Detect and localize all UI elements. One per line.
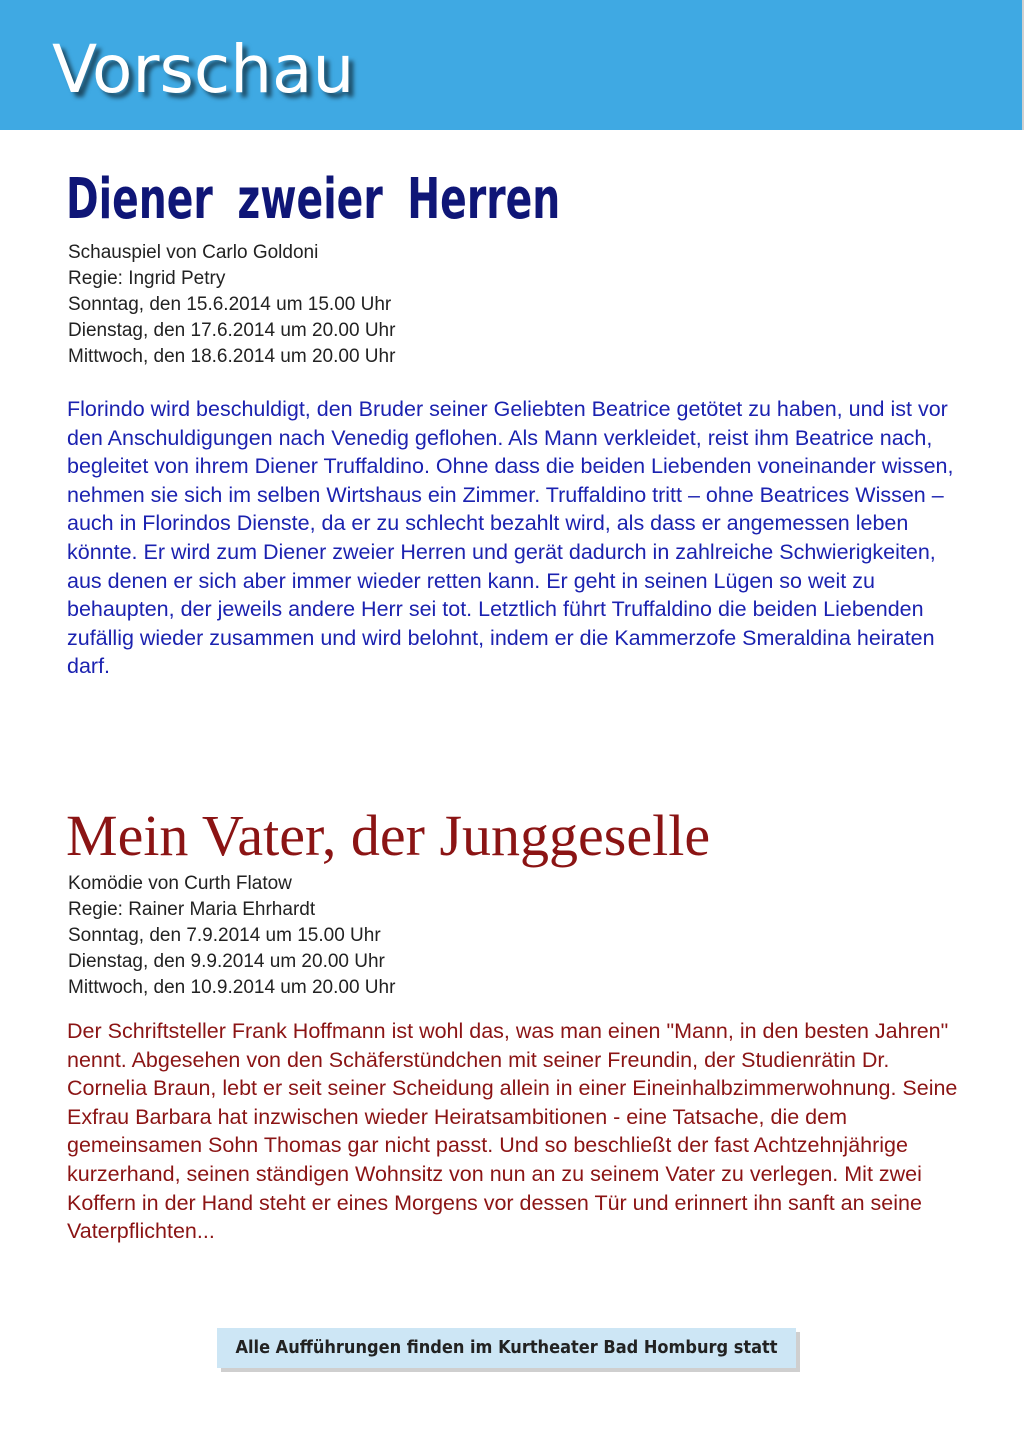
play-date: Dienstag, den 9.9.2014 um 20.00 Uhr (68, 951, 385, 972)
play-author-line: Schauspiel von Carlo Goldoni (68, 242, 319, 263)
page-title: Vorschau (52, 31, 355, 108)
play-description: Florindo wird beschuldigt, den Bruder seiner Geliebten Beatrice getötet zu haben, und ist vor den Anschuldigungen nach Venedig geflohen. Als Mann verkleidet, reist ihm Beatrice nach, begleitet von ihrem Diener Truffaldino. Ohne dass die beiden Liebenden voneinander wissen, nehmen sie sich im selben Wirtshaus ein Zimmer. Truffaldino tritt – ohne Beatrices Wissen – auch in Florindos Dienste, da er zu schlecht bezahlt wird, als dass er angemessen leben könnte. Er wird zum Diener zweier Herren und gerät dadurch in zahlreiche Schwierigkeiten, aus denen er sich aber immer wieder retten kann. Er geht in seinen Lügen so weit zu behaupten, der jeweils andere Herr sei tot. Letztlich führt Truffaldino die beiden Liebenden zufällig wieder zusammen und wird belohnt, indem er die Kammerzofe Smeraldina heiraten darf. (67, 397, 954, 679)
play-date: Mittwoch, den 18.6.2014 um 20.00 Uhr (68, 346, 396, 367)
play-date: Sonntag, den 7.9.2014 um 15.00 Uhr (68, 925, 381, 946)
play-author-line: Komödie von Curth Flatow (68, 873, 292, 894)
header-bar (0, 0, 1024, 130)
play-director: Regie: Rainer Maria Ehrhardt (68, 899, 316, 920)
play-title-diener-zweier-herren: Diener zweier Herren (66, 167, 561, 232)
play-date: Sonntag, den 15.6.2014 um 15.00 Uhr (68, 294, 392, 315)
play-date: Mittwoch, den 10.9.2014 um 20.00 Uhr (68, 977, 396, 998)
play-description: Der Schriftsteller Frank Hoffmann ist wohl das, was man einen "Mann, in den besten Jahren" nennt. Abgesehen von den Schäferstündchen mit seiner Freundin, der Studienrätin Dr. Cornelia Braun, lebt er seit seiner Scheidung allein in einer Eineinhalbzimmerwohnung. Seine Exfrau Barbara hat inzwischen wieder Heiratsambitionen - eine Tatsache, die dem gemeinsamen Sohn Thomas gar nicht passt. Und so beschließt der fast Achtzehnjährige kurzerhand, seinen ständigen Wohnsitz von nun an zu seinem Vater zu verlegen. Mit zwei Koffern in der Hand steht er eines Morgens vor dessen Tür und erinnert ihn sanft an seine Vaterpflichten... (67, 1019, 958, 1244)
play-title-mein-vater-der-junggeselle: Mein Vater, der Junggeselle (66, 803, 711, 868)
footer-note: Alle Aufführungen finden im Kurtheater Bad Homburg statt (217, 1328, 796, 1368)
play-date: Dienstag, den 17.6.2014 um 20.00 Uhr (68, 320, 396, 341)
play-director: Regie: Ingrid Petry (68, 268, 226, 289)
